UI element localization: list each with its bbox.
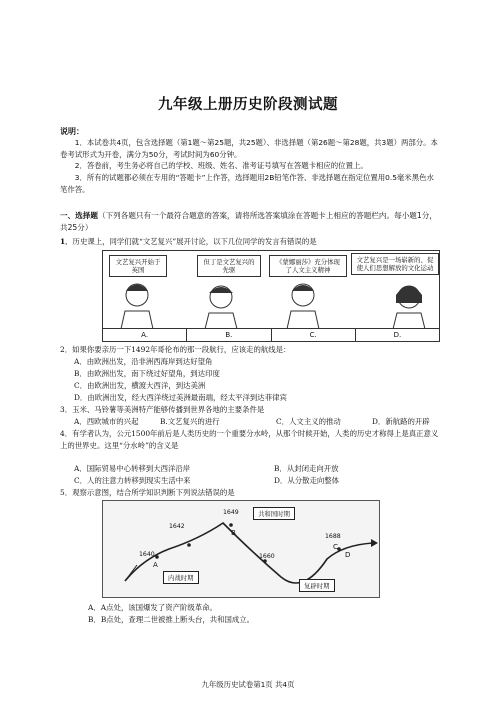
q2-option-a: A．由欧洲出发，沿非洲西海岸到达好望角 [74,357,213,366]
year-label: 1649 [223,509,239,516]
question-number: 3． [60,405,73,414]
question-number: 4． [60,429,73,438]
period-box-civil-war: 内战时期 [163,571,199,584]
note-item-3: 3．所有的试题都必须在专用的“答题卡”上作答，选择题用2B铅笔作答、非选择题在指定位置用0.5毫米黑色水笔作答。 [60,173,434,194]
q2-option-d: D．由欧洲出发，经大西洋绕过美洲最南端，经太平洋到达菲律宾 [74,393,287,402]
q4-option-a: A．国际贸易中心转移到大西洋沿岸 [74,464,191,473]
notes-heading: 说明： [60,127,84,136]
question-number: 5． [60,488,73,497]
section-desc: （下列各题只有一个最符合题意的答案，请将所选答案填涂在答题卡上相应的答题栏内。每小题1分，共25分） [60,211,437,232]
q3-option-d: D．新航路的开辟 [372,417,430,426]
section-title: 一、选择题 [60,211,98,220]
point-label: B [231,529,236,537]
section-heading [60,210,440,233]
question-stem: 如果你要亲历一下1492年哥伦布的那一段航行，应该走的航线是： [72,345,291,354]
note-item-1: 1．本试卷共4页，包含选择题（第1题～第25题，共25题）、非选择题（第26题～第28题，共3题）两部分。本卷考试形式为开卷，满分为50分，考试时间为60分钟。 [60,138,438,159]
q4-option-d: D．从分散走向整体 [274,476,340,485]
page-footer: 九年级历史试卷第1页 共4页 [201,680,295,689]
speech-bubble-a: 文艺复兴开始于英国 [109,255,167,277]
cartoon-label-b: B. [187,329,271,341]
point-label: C [333,543,338,551]
question-stem: 历史课上，同学们就“文艺复兴”展开讨论，以下几位同学的发言有错误的是 [72,237,317,246]
page-title: 九年级上册历史阶段测试题 [158,97,338,113]
q5-option-a: A．A点处，该国爆发了资产阶级革命。 [88,603,217,612]
q3-option-b: B.文艺复兴的进行 [160,417,220,426]
question-number: 1． [60,237,73,246]
q4-option-b: B．从封闭走向开放 [274,464,339,473]
question-stem: 观察示意图，结合所学知识判断下列说法错误的是 [72,488,235,497]
q3-option-c: C．人文主义的推动 [276,417,341,426]
history-curve-diagram [102,500,380,598]
question-stem: 玉米、马铃薯等美洲特产能够传播到世界各地的主要条件是 [72,405,265,414]
year-label: 1688 [325,533,341,540]
point-label: A [153,561,158,569]
period-box-republic: 共和国时期 [253,507,295,520]
q2-option-b: B．由欧洲出发，南下绕过好望角，到达印度 [74,369,220,378]
cartoon-label-d: D. [393,331,402,339]
q3-option-a: A．西欧城市的兴起 [74,417,139,426]
speech-bubble-c: 《蒙娜丽莎》充分体现了人文主义精神 [269,255,347,277]
question-1 [60,236,444,248]
cartoon-label-row [103,328,439,341]
question-2 [60,344,444,356]
cartoon-label-a: A. [103,329,187,341]
question-3 [60,404,444,416]
q4-option-c: C．人的注意力转移到现实生活中来 [74,476,191,485]
question-4 [60,428,444,451]
point-label: D [345,551,351,559]
question-stem: 有学者认为，公元1500年前后是人类历史的一个重要分水岭，从那个时候开始，人类的历史才称得上是真正意义上的世界史。这里“分水岭”的含义是 [60,429,439,450]
year-label: 1660 [259,553,275,560]
question-5 [60,487,444,499]
speech-bubble-d: 文艺复兴是一场崭新的、促使人们思想解放的文化运动 [351,253,439,275]
speech-bubble-b: 但丁是文艺复兴的先驱 [197,255,261,277]
year-label: 1640 [139,551,155,558]
q2-option-c: C．由欧洲出发，横渡大西洋，到达美洲 [74,381,206,390]
period-box-restoration: 复辟时期 [299,579,335,592]
year-label: 1642 [169,523,185,530]
cartoon-figure [102,250,440,342]
q5-option-b: B．B点处，查理二世被推上断头台，共和国成立。 [88,615,255,624]
note-item-2: 2．答卷前，考生务必将自己的学校、班级、姓名、准考证号填写在答题卡相应的位置上。 [74,161,368,170]
cartoon-label-c: C. [272,329,356,341]
question-number: 2． [60,345,73,354]
